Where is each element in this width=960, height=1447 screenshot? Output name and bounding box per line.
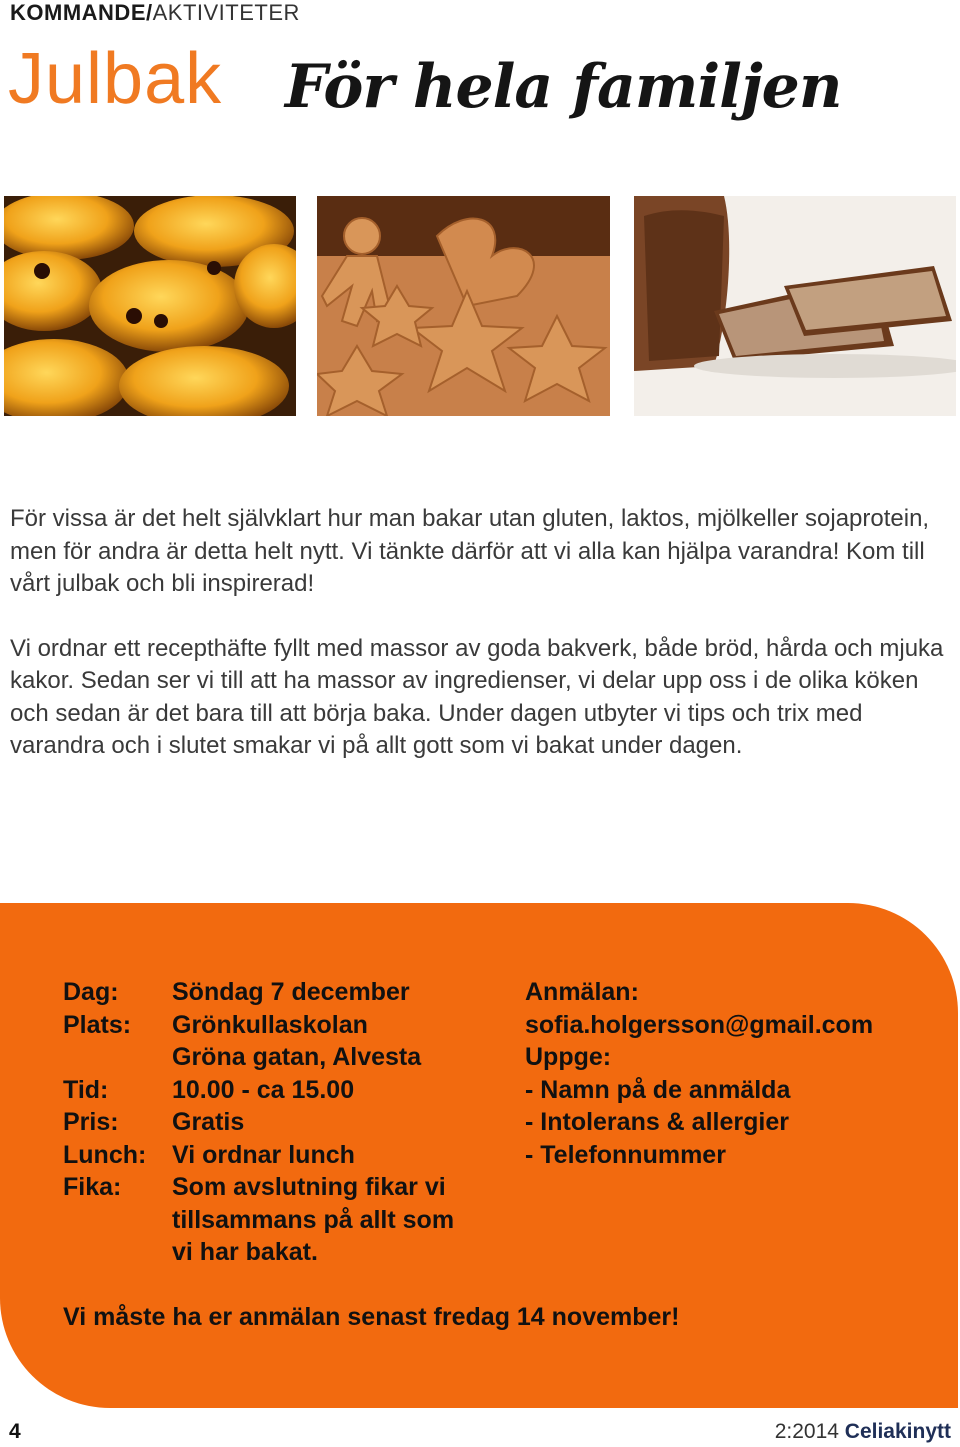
detail-label: Fika: — [63, 1173, 122, 1201]
event-details — [63, 976, 513, 1269]
intro-text — [10, 503, 950, 795]
detail-row — [63, 1139, 513, 1172]
issue-number: 2:2014 — [774, 1420, 839, 1443]
registration-email: sofia.holgersson@gmail.com — [525, 1010, 874, 1039]
detail-row — [63, 1171, 513, 1204]
magazine-footer — [775, 1420, 951, 1444]
detail-label — [63, 1204, 172, 1237]
registration-heading: Anmälan: — [525, 978, 639, 1006]
detail-label: Lunch: — [63, 1140, 147, 1169]
provide-heading: Uppge: — [525, 1043, 612, 1071]
detail-label — [63, 1041, 172, 1074]
provide-item: - Intolerans & allergier — [525, 1108, 789, 1136]
intro-paragraph-2: Vi ordnar ett recepthäfte fyllt med massor av goda bakverk, både bröd, hårda och mjuka kakor. Sedan ser vi till att ha massor av ingredienser, vi delar upp oss i de olika köken och sedan är det bara till att börja baka. Under dagen utbyter vi tips och trix med varandra och i slutet smakar vi på allt gott som vi bakat under dagen. — [10, 634, 944, 759]
detail-value: tillsammans på allt som — [172, 1205, 455, 1234]
detail-value: 10.00 - ca 15.00 — [172, 1075, 355, 1104]
detail-row — [63, 1041, 513, 1074]
detail-row — [63, 1204, 513, 1237]
detail-label: Plats: — [63, 1010, 132, 1039]
page-title: Julbak — [8, 39, 223, 119]
provide-item: - Telefonnummer — [525, 1140, 726, 1169]
section-label-light: AKTIVITETER — [152, 0, 300, 25]
gingerbread-cookies-photo — [317, 196, 610, 416]
detail-label — [63, 1236, 172, 1269]
detail-value: vi har bakat. — [172, 1238, 318, 1266]
detail-value: Gratis — [172, 1108, 245, 1136]
section-label-bold: KOMMANDE/ — [10, 0, 153, 25]
section-header — [10, 0, 300, 26]
registration-deadline: Vi måste ha er anmälan senast fredag 14 november! — [63, 1303, 680, 1331]
detail-label: Pris: — [63, 1108, 119, 1136]
bread-loaf-photo — [634, 196, 956, 416]
detail-value: Vi ordnar lunch — [172, 1140, 355, 1169]
intro-paragraph-1: För vissa är det helt självklart hur man bakar utan gluten, laktos, mjölkeller sojaprotein, men för andra är detta helt nytt. Vi tänkte därför att vi alla kan hjälpa varandra! Kom till vårt julbak och bli inspirerad! — [10, 505, 930, 597]
saffron-buns-photo — [4, 196, 296, 416]
detail-value: Grönkullaskolan — [172, 1010, 368, 1039]
detail-label: Dag: — [63, 978, 119, 1006]
detail-row — [63, 1009, 513, 1042]
registration-details — [525, 976, 945, 1171]
detail-row — [63, 976, 513, 1009]
magazine-name: Celiakinytt — [844, 1420, 951, 1443]
detail-label: Tid: — [63, 1075, 109, 1104]
detail-row — [63, 1074, 513, 1107]
detail-value: Söndag 7 december — [172, 978, 410, 1006]
detail-value: Som avslutning fikar vi — [172, 1173, 446, 1201]
page-number: 4 — [9, 1420, 21, 1443]
detail-row — [63, 1236, 513, 1269]
page-subtitle-script: För hela familjen — [285, 52, 842, 122]
event-info-box — [0, 903, 958, 1408]
detail-row — [63, 1106, 513, 1139]
detail-value: Gröna gatan, Alvesta — [172, 1043, 422, 1071]
provide-item: - Namn på de anmälda — [525, 1075, 791, 1104]
